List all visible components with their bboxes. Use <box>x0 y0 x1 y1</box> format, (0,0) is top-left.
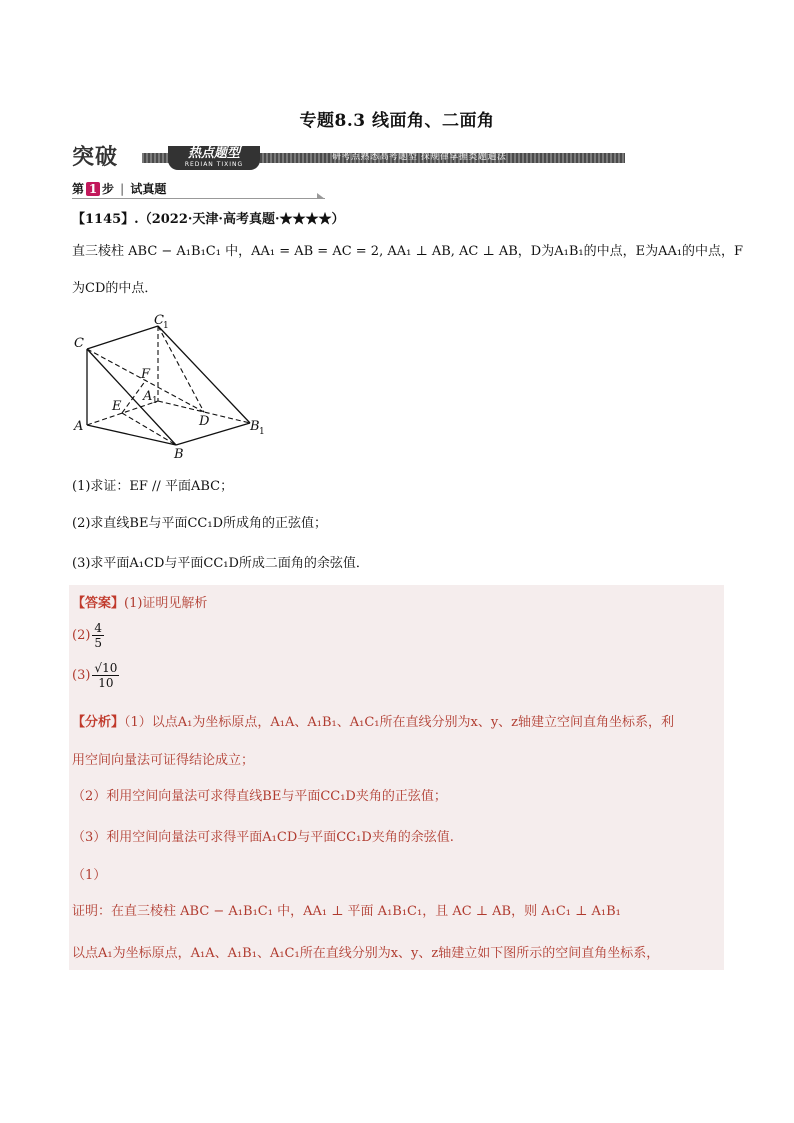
analysis-line-6: 证明：在直三棱柱 ABC − A₁B₁C₁ 中，AA₁ ⊥ 平面 A₁B₁C₁，且 AC ⊥ AB，则 A₁C₁ ⊥ A₁B₁ <box>72 904 621 919</box>
label-e: E <box>112 399 122 414</box>
analysis-text-1: （1）以点A₁为坐标原点，A₁A、A₁B₁、A₁C₁所在直线分别为x、y、z轴建立空间直角坐标系，利 <box>124 715 675 730</box>
label-a1-sub: 1 <box>152 396 158 406</box>
step-label: 试真题 <box>130 182 167 196</box>
answer-line-1 <box>72 592 207 611</box>
label-b: B <box>174 447 184 462</box>
answer-3-fraction <box>92 661 119 690</box>
badge-main-text: 热点题型 <box>187 146 240 161</box>
label-f: F <box>141 367 151 382</box>
analysis-line-7: 以点A₁为坐标原点，A₁A、A₁B₁、A₁C₁所在直线分别为x、y、z轴建立如下图所示的空间直角坐标系， <box>72 946 660 961</box>
answer-2-fraction <box>92 621 104 650</box>
analysis-line-2: 用空间向量法可证得结论成立； <box>72 753 255 768</box>
step-number: 1 <box>86 182 100 196</box>
question-1: (1)求证：EF // 平面ABC； <box>72 479 234 494</box>
edge-c-c1 <box>87 326 158 349</box>
prism-figure <box>70 312 270 462</box>
answer-tag: 【答案】 <box>72 596 125 611</box>
label-c1: C <box>154 313 164 328</box>
analysis-tag: 【分析】 <box>72 715 125 730</box>
analysis-line-1 <box>72 711 674 730</box>
step-prefix: 第 <box>72 182 85 196</box>
section-banner <box>72 146 625 170</box>
label-c1-sub: 1 <box>163 321 169 331</box>
label-b1-sub: 1 <box>259 427 265 437</box>
label-a1: A <box>143 389 153 404</box>
analysis-line-5: （1） <box>72 868 107 883</box>
banner-badge <box>168 146 260 170</box>
label-a: A <box>74 419 84 434</box>
label-d: D <box>199 414 210 429</box>
problem-stem-line2: 为CD的中点． <box>72 281 158 296</box>
analysis-line-4: （3）利用空间向量法可求得平面A₁CD与平面CC₁D夹角的余弦值. <box>72 830 454 845</box>
question-3: (3)求平面A₁CD与平面CC₁D所成二面角的余弦值． <box>72 556 369 571</box>
analysis-line-3: （2）利用空间向量法可求得直线BE与平面CC₁D夹角的正弦值； <box>72 789 447 804</box>
edge-a-b <box>87 425 176 445</box>
problem-stem-line1: 直三棱柱 ABC − A₁B₁C₁ 中，AA₁ = AB = AC = 2, AA₁ ⊥ AB, AC ⊥ AB，D为A₁B₁的中点，E为AA₁的中点，F <box>72 244 744 259</box>
answer-line-3 <box>72 661 119 690</box>
step-bar <box>72 180 325 199</box>
banner-slogan: 研考点熟悉高考题型 探规律掌握类题通法 <box>332 152 507 162</box>
label-c: C <box>74 336 84 351</box>
edge-b-b1 <box>176 423 250 445</box>
answer-line-2 <box>72 621 104 650</box>
line-b-e <box>122 413 176 445</box>
step-suffix: 步 <box>102 182 115 196</box>
answer-3-numerator: √10 <box>94 661 118 675</box>
problem-header: 【1145】.（2022·天津·高考真题·★★★★） <box>72 212 345 227</box>
answer-2-prefix: (2) <box>72 628 91 643</box>
answer-3-prefix: (3) <box>72 668 91 683</box>
edge-c-b <box>87 349 176 445</box>
badge-sub-text: REDIAN TIXING <box>184 161 244 168</box>
step-arrow-icon <box>317 193 325 199</box>
answer-2-numerator: 4 <box>94 621 103 635</box>
answer-3-denominator: 10 <box>98 676 114 690</box>
label-b1: B <box>250 419 260 434</box>
answer-1: (1)证明见解析 <box>124 596 208 611</box>
answer-2-denominator: 5 <box>94 636 103 650</box>
page-title: 专题8.3 线面角、二面角 <box>299 111 495 131</box>
question-2: (2)求直线BE与平面CC₁D所成角的正弦值； <box>72 516 327 531</box>
step-separator: | <box>120 181 125 196</box>
banner-left-text: 突破 <box>72 146 142 170</box>
edge-c1-b1 <box>158 326 250 423</box>
